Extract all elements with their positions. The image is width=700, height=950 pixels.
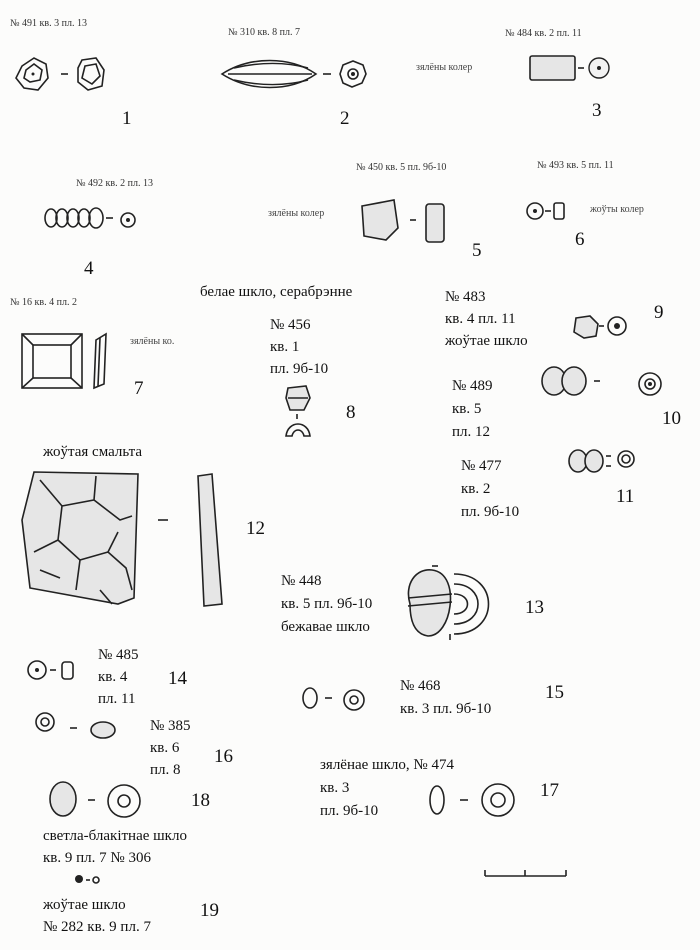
bead-2-drawing bbox=[222, 61, 366, 88]
label-2: № 310 кв. 8 пл. 7 bbox=[228, 27, 300, 38]
figure-number-5: 5 bbox=[472, 240, 482, 261]
label-17-line2: кв. 3 bbox=[320, 780, 350, 796]
label-5: № 450 кв. 5 пл. 9б-10 bbox=[356, 162, 447, 173]
label-3: № 484 кв. 2 пл. 11 bbox=[505, 28, 582, 39]
label-14-line3: пл. 11 bbox=[98, 691, 136, 707]
bead-6-drawing bbox=[527, 203, 564, 219]
label-4: № 492 кв. 2 пл. 13 bbox=[76, 178, 153, 189]
label-15-line1: № 468 bbox=[400, 678, 441, 694]
color-note-3: зялёны колер bbox=[416, 62, 473, 73]
bead-1-drawing bbox=[16, 58, 104, 90]
figure-number-3: 3 bbox=[592, 100, 602, 121]
figure-number-15: 15 bbox=[545, 682, 564, 703]
label-10-line1: № 489 bbox=[452, 378, 493, 394]
bead-10-drawing bbox=[542, 367, 661, 395]
label-11-line1: № 477 bbox=[461, 458, 502, 474]
color-note-6: жоўты колер bbox=[590, 204, 644, 215]
bead-16-drawing bbox=[36, 713, 115, 738]
figure-number-19: 19 bbox=[200, 900, 219, 921]
label-11-line2: кв. 2 bbox=[461, 481, 491, 497]
label-15-line2: кв. 3 пл. 9б-10 bbox=[400, 701, 492, 717]
label-10-line3: пл. 12 bbox=[452, 424, 491, 440]
figure-number-6: 6 bbox=[575, 229, 585, 250]
label-19-line2: № 282 кв. 9 пл. 7 bbox=[43, 919, 151, 935]
bead-3-drawing bbox=[530, 56, 609, 80]
figure-number-13: 13 bbox=[525, 597, 544, 618]
bead-9-drawing bbox=[574, 316, 626, 338]
bead-13-drawing bbox=[408, 566, 489, 640]
label-17-line3: пл. 9б-10 bbox=[320, 803, 379, 819]
scale-bar bbox=[485, 870, 566, 876]
bead-11-drawing bbox=[569, 450, 634, 472]
label-6: № 493 кв. 5 пл. 11 bbox=[537, 160, 614, 171]
material-12: жоўтая смальта bbox=[43, 444, 143, 460]
fragment-5-drawing bbox=[362, 200, 444, 242]
bead-14-drawing bbox=[28, 661, 73, 679]
figure-number-1: 1 bbox=[122, 108, 132, 129]
label-8-line2: кв. 1 bbox=[270, 339, 300, 355]
bead-19-drawing bbox=[75, 875, 99, 883]
label-14-line1: № 485 bbox=[98, 647, 139, 663]
material-13: бежавае шкло bbox=[281, 619, 370, 635]
label-11-line3: пл. 9б-10 bbox=[461, 504, 520, 520]
label-9-line1: № 483 bbox=[445, 289, 486, 305]
bead-17-drawing bbox=[430, 784, 514, 816]
bead-18-drawing bbox=[50, 782, 140, 817]
label-17-line1: зялёнае шкло, № 474 bbox=[320, 757, 454, 773]
label-16-line1: № 385 bbox=[150, 718, 191, 734]
label-1: № 491 кв. 3 пл. 13 bbox=[10, 18, 87, 29]
figure-number-17: 17 bbox=[540, 780, 559, 801]
figure-number-10: 10 bbox=[662, 408, 681, 429]
color-note-7: зялёны ко. bbox=[130, 336, 175, 347]
figure-number-9: 9 bbox=[654, 302, 664, 323]
bead-15-drawing bbox=[303, 688, 364, 710]
material-8: белае шкло, серабрэнне bbox=[200, 284, 353, 300]
label-16-line2: кв. 6 bbox=[150, 740, 180, 756]
label-18-line2: кв. 9 пл. 7 № 306 bbox=[43, 850, 151, 866]
figure-number-18: 18 bbox=[191, 790, 210, 811]
figure-number-12: 12 bbox=[246, 518, 265, 539]
bead-4-drawing bbox=[45, 208, 135, 228]
label-13-line2: кв. 5 пл. 9б-10 bbox=[281, 596, 373, 612]
figure-number-2: 2 bbox=[340, 108, 350, 129]
label-7: № 16 кв. 4 пл. 2 bbox=[10, 297, 77, 308]
label-13-line1: № 448 bbox=[281, 573, 322, 589]
color-note-5: зялёны колер bbox=[268, 208, 325, 219]
inset-7-drawing bbox=[22, 334, 106, 388]
label-10-line2: кв. 5 bbox=[452, 401, 482, 417]
label-8-line1: № 456 bbox=[270, 317, 311, 333]
label-8-line3: пл. 9б-10 bbox=[270, 361, 329, 377]
figure-number-4: 4 bbox=[84, 258, 94, 279]
figure-number-11: 11 bbox=[616, 486, 635, 507]
label-19-line1: жоўтае шкло bbox=[43, 897, 126, 913]
figure-number-8: 8 bbox=[346, 402, 356, 423]
figure-number-16: 16 bbox=[214, 746, 233, 767]
smalt-12-drawing bbox=[22, 472, 222, 606]
label-14-line2: кв. 4 bbox=[98, 669, 128, 685]
label-16-line3: пл. 8 bbox=[150, 762, 181, 778]
material-9: жоўтае шкло bbox=[445, 333, 528, 349]
bead-8-drawing bbox=[286, 386, 310, 436]
figure-number-7: 7 bbox=[134, 378, 144, 399]
figure-number-14: 14 bbox=[168, 668, 187, 689]
label-18-line1: светла-блакітнае шкло bbox=[43, 828, 187, 844]
label-9-line2: кв. 4 пл. 11 bbox=[445, 311, 516, 327]
